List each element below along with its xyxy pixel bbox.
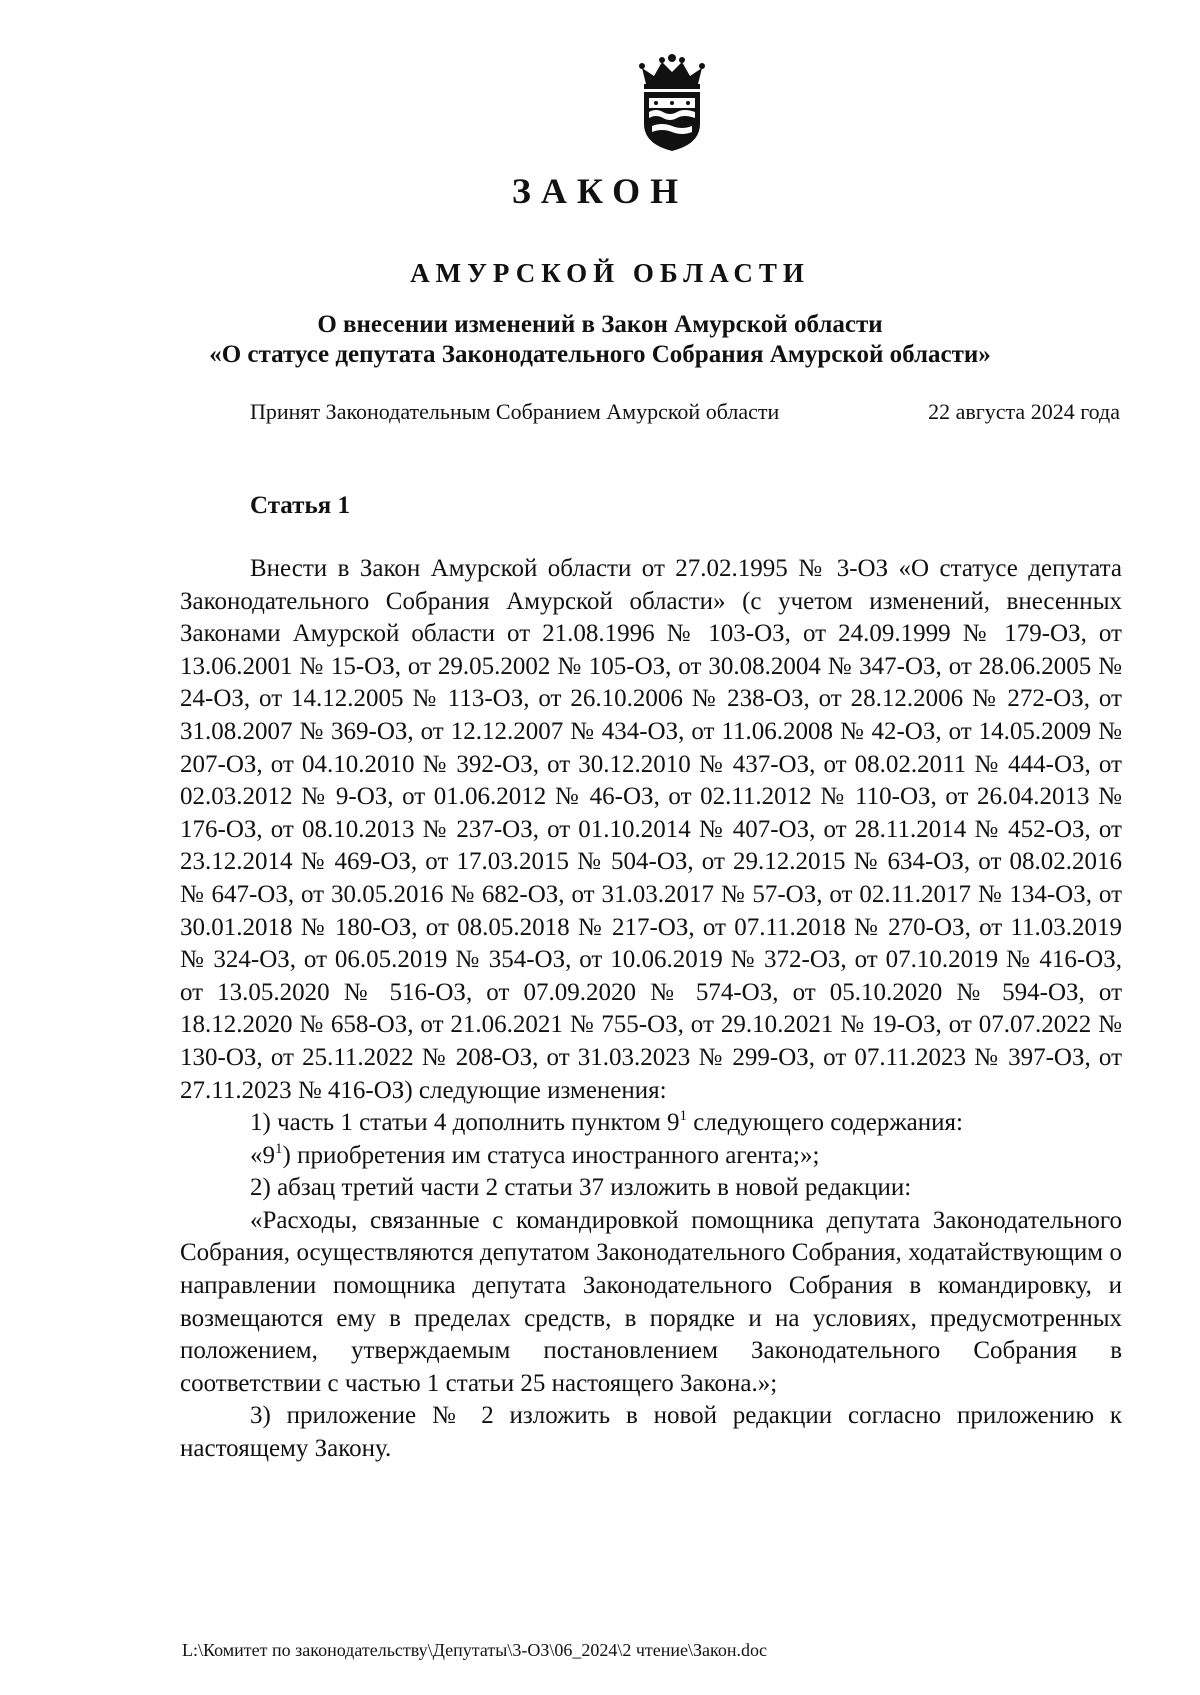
amur-oblast-coat-of-arms-icon <box>632 54 712 154</box>
document-title: ЗАКОН <box>511 171 689 211</box>
item-1-quote <box>180 1140 1122 1173</box>
adopted-by: Принят Законодательным Собранием Амурской области <box>250 399 780 424</box>
item-2: 2) абзац третий части 2 статьи 37 изложить в новой редакции: <box>250 1174 912 1202</box>
article-heading: Статья 1 <box>250 492 350 519</box>
item-2-quote: «Расходы, связанные с командировкой помощника депутата Законодательного Собрания, осуществляются депутатом Законодательного Собрания, ходатайствующим о направлении помощника депутата Законодательного Собрания в командировку, и возмещаются ему в пределах средств, в порядке и на условиях, предусмотренных положением, утверждаемым постановлением Законодательного Собрания в соответствии с частью 1 статьи 25 настоящего Закона.»; <box>180 1206 1122 1397</box>
document-subtitle: АМУРСКОЙ ОБЛАСТИ <box>410 258 810 288</box>
adopted-date: 22 августа 2024 года <box>928 399 1120 424</box>
law-name-line-1: О внесении изменений в Закон Амурской области <box>317 311 883 338</box>
item-1-quote-start: «9 <box>250 1141 275 1169</box>
item-1-text-end: следующего содержания: <box>687 1109 963 1137</box>
article-intro: Внести в Закон Амурской области от 27.02.1995 № 3-ОЗ «О статусе депутата Законодательного Собрания Амурской области» (с учетом изменений, внесенных Законами Амурской области от 21.08.1996 № 103-ОЗ, от 24.09.1999 № 179-ОЗ, от 13.06.2001 № 15-ОЗ, от 29.05.2002 № 105-ОЗ, от 30.08.2004 № 347-ОЗ, от 28.06.2005 № 24-ОЗ, от 14.12.2005 № 113-ОЗ, от 26.10.2006 № 238-ОЗ, от 28.12.2006 № 272-ОЗ, от 31.08.2007 № 369-ОЗ, от 12.12.2007 № 434-ОЗ, от 11.06.2008 № 42-ОЗ, от 14.05.2009 № 207-ОЗ, от 04.10.2010 № 392-ОЗ, от 30.12.2010 № 437-ОЗ, от 08.02.2011 № 444-ОЗ, от 02.03.2012 № 9-ОЗ, от 01.06.2012 № 46-ОЗ, от 02.11.2012 № 110-ОЗ, от 26.04.2013 № 176-ОЗ, от 08.10.2013 № 237-ОЗ, от 01.10.2014 № 407-ОЗ, от 28.11.2014 № 452-ОЗ, от 23.12.2014 № 469-ОЗ, от 17.03.2015 № 504-ОЗ, от 29.12.2015 № 634-ОЗ, от 08.02.2016 № 647-ОЗ, от 30.05.2016 № 682-ОЗ, от 31.03.2017 № 57-ОЗ, от 02.11.2017 № 134-ОЗ, от 30.01.2018 № 180-ОЗ, от 08.05.2018 № 217-ОЗ, от 07.11.2018 № 270-ОЗ, от 11.03.2019 № 324-ОЗ, от 06.05.2019 № 354-ОЗ, от 10.06.2019 № 372-ОЗ, от 07.10.2019 № 416-ОЗ, от 13.05.2020 № 516-ОЗ, от 07.09.2020 № 574-ОЗ, от 05.10.2020 № 594-ОЗ, от 18.12.2020 № 658-ОЗ, от 21.06.2021 № 755-ОЗ, от 29.10.2021 № 19-ОЗ, от 07.07.2022 № 130-ОЗ, от 25.11.2022 № 208-ОЗ, от 31.03.2023 № 299-ОЗ, от 07.11.2023 № 397-ОЗ, от 27.11.2023 № 416-ОЗ) следующие изменения: <box>180 555 1122 1104</box>
item-1-superscript: 1 <box>679 1108 687 1125</box>
item-1 <box>180 1107 1122 1140</box>
item-3: 3) приложение № 2 изложить в новой редакции согласно приложению к настоящему Закону. <box>180 1402 1122 1463</box>
item-1-text: 1) часть 1 статьи 4 дополнить пунктом 9 <box>250 1109 680 1137</box>
law-name <box>0 310 1200 370</box>
file-path-footer: L:\Комитет по законодательству\Депутаты\3-ОЗ\06_2024\2 чтение\Закон.doc <box>182 1640 767 1660</box>
adoption-line <box>250 399 1120 425</box>
article-body <box>180 553 1122 1466</box>
law-name-line-2: «О статусе депутата Законодательного Собрания Амурской области» <box>209 341 991 368</box>
item-1-quote-end: ) приобретения им статуса иностранного агента;»; <box>282 1141 820 1169</box>
item-1-quote-superscript: 1 <box>275 1140 283 1157</box>
